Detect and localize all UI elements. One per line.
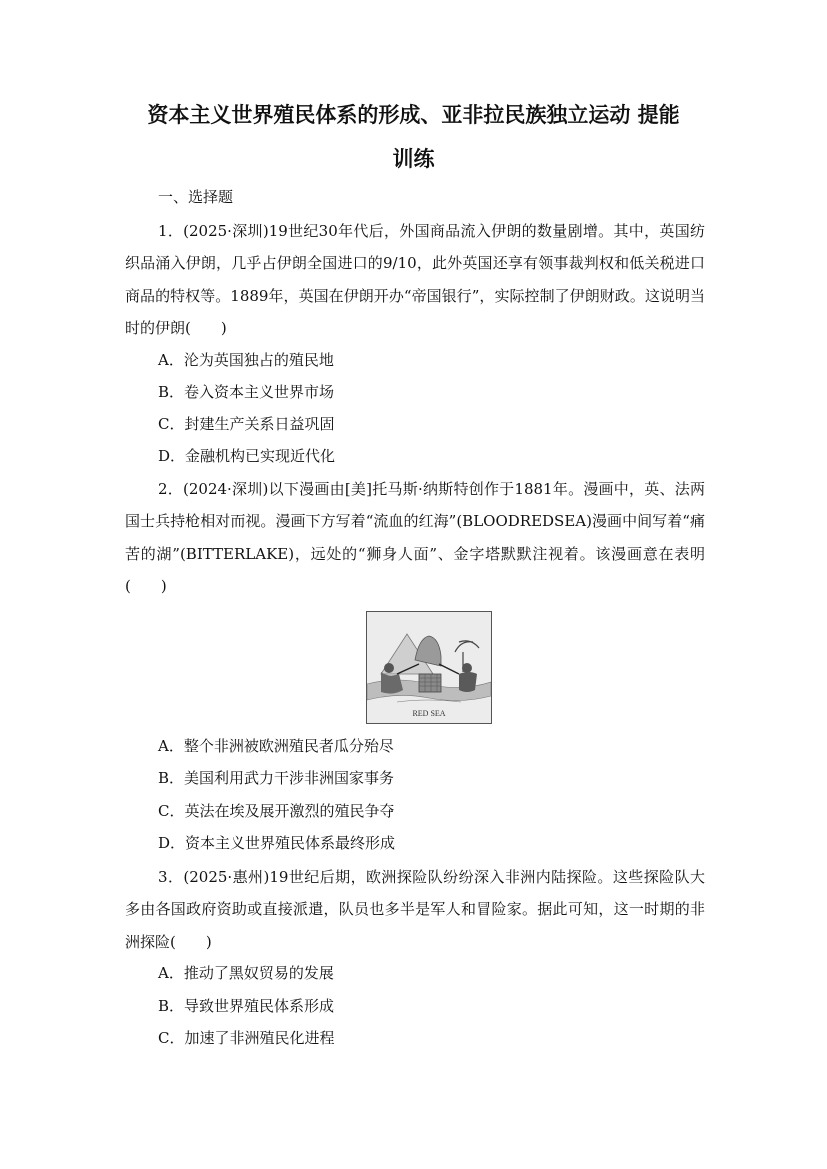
- question-2-option-d: D．资本主义世界殖民体系最终形成: [158, 834, 396, 852]
- question-1-option-d: D．金融机构已实现近代化: [158, 447, 336, 465]
- cartoon-illustration: [367, 612, 491, 723]
- question-2-option-b: B．美国利用武力干涉非洲国家事务: [158, 769, 395, 787]
- section-heading: 一、选择题: [158, 188, 234, 206]
- question-3-option-b: B．导致世界殖民体系形成: [158, 997, 335, 1015]
- question-3-stem: 3．(2025·惠州)19世纪后期，欧洲探险队纷纷深入非洲内陆探险。这些探险队大多由各国政府资助或直接派遣，队员也多半是军人和冒险家。据此可知，这一时期的非洲探险( ): [125, 868, 705, 951]
- question-1-option-a: A．沦为英国独占的殖民地: [158, 351, 334, 369]
- question-2-stem: 2．(2024·深圳)以下漫画由[美]托马斯·纳斯特创作于1881年。漫画中，英、法两国士兵持枪相对而视。漫画下方写着“流血的红海”(BLOODREDSEA)漫画中间写着“痛苦的湖”(BITTERLAKE)，远处的“狮身人面”、金字塔默默注视着。该漫画意在表明( ): [125, 480, 705, 595]
- question-3-option-a: A．推动了黑奴贸易的发展: [158, 964, 334, 982]
- question-1-option-b: B．卷入资本主义世界市场: [158, 383, 335, 401]
- title-line-2: 训练: [392, 146, 435, 171]
- cartoon-image: [366, 611, 492, 724]
- question-3-option-c: C．加速了非洲殖民化进程: [158, 1029, 335, 1047]
- title-line-1: 资本主义世界殖民体系的形成、亚非拉民族独立运动 提能: [147, 102, 680, 127]
- question-2-option-a: A．整个非洲被欧洲殖民者瓜分殆尽: [158, 737, 394, 755]
- question-2-option-c: C．英法在埃及展开激烈的殖民争夺: [158, 802, 395, 820]
- page-title: [100, 93, 727, 181]
- question-1-stem: 1．(2025·深圳)19世纪30年代后，外国商品流入伊朗的数量剧增。其中，英国纺织品涌入伊朗，几乎占伊朗全国进口的9/10，此外英国还享有领事裁判权和低关税进口商品的特权等。1889年，英国在伊朗开办“帝国银行”，实际控制了伊朗财政。这说明当时的伊朗( ): [125, 222, 705, 337]
- cartoon-caption: RED SEA: [412, 709, 446, 718]
- question-1-option-c: C．封建生产关系日益巩固: [158, 415, 335, 433]
